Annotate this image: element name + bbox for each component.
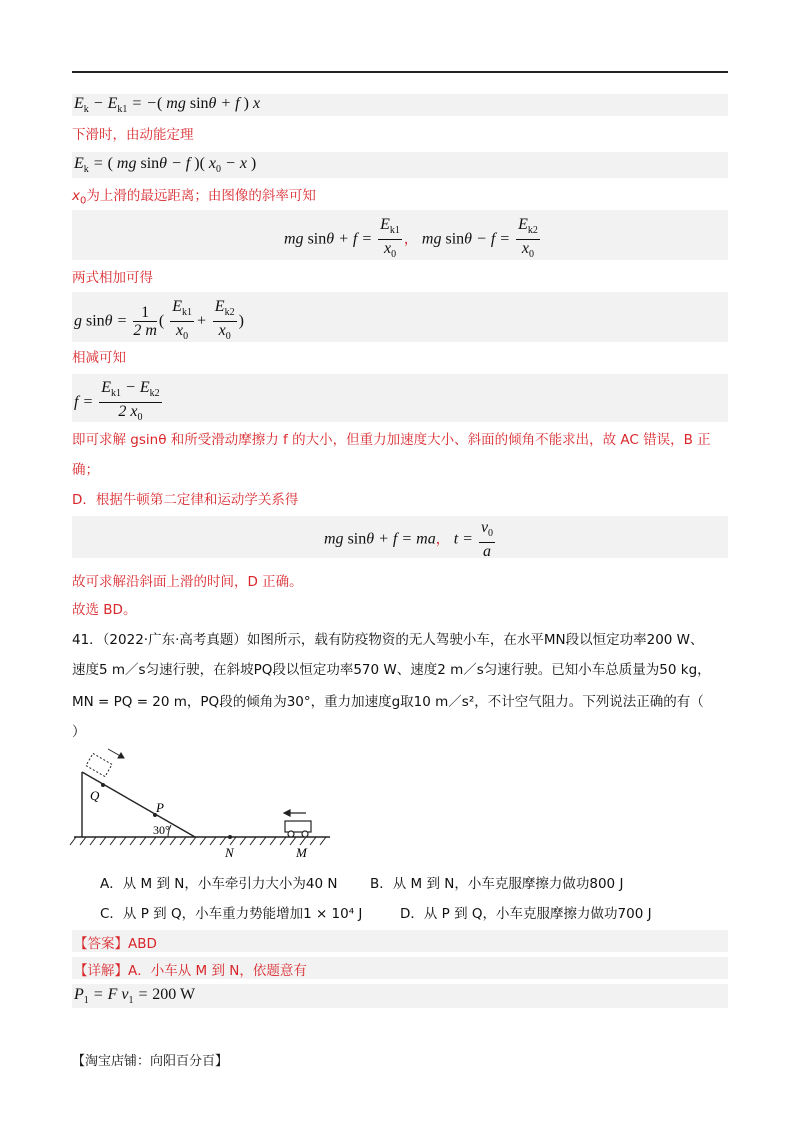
label-angle: 30° — [153, 823, 170, 837]
fraction-ek2-x0: $\frac{E_{k2}}{x_0}$ — [518, 216, 538, 261]
equation-row-f — [72, 374, 728, 422]
option-c: C．从 P 到 Q，小车重力势能增加1 × 10⁴ J — [100, 906, 363, 922]
text-x0-definition — [72, 186, 728, 212]
ground-hatching — [70, 837, 330, 845]
label-n: N — [225, 845, 234, 860]
point-n — [228, 835, 232, 839]
option-d: D．从 P 到 Q，小车克服摩擦力做功700 J — [400, 906, 652, 922]
question-41-line-2: 速度5 m／s匀速行驶，在斜坡PQ段以恒定功率570 W、速度2 m／s匀速行驶。已知小车总质量为50 kg， — [72, 662, 711, 678]
option-b: B．从 M 到 N，小车克服摩擦力做功800 J — [370, 876, 624, 892]
text-choose-bd: 故选 BD。 — [72, 602, 137, 618]
slope-triangle — [82, 772, 195, 837]
text-conclusion-2: 确； — [72, 462, 99, 478]
question-41-line-3: MN = PQ = 20 m，PQ段的倾角为30°，重力加速度g取10 m／s²，不计空气阻力。下列说法正确的有（ — [72, 694, 704, 710]
text-x0-rest: 为上滑的最远距离；由图像的斜率可知 — [86, 188, 316, 204]
x0-symbol: $x_0$ — [72, 188, 87, 207]
equation-friction: f = $\frac{E_{k1} - E_{k2}}{2 x_0}$ — [74, 379, 160, 424]
label-p: P — [156, 800, 164, 815]
text-slide-down: 下滑时，由动能定理 — [72, 127, 194, 143]
detail-text: 【详解】A．小车从 M 到 N，依题意有 — [74, 963, 307, 979]
footer-shop: 【淘宝店铺：向阳百分百】 — [72, 1054, 229, 1069]
header-rule — [72, 71, 728, 73]
incline-figure — [60, 745, 360, 865]
question-41-line-1: 41．（2022·广东·高考真题）如图所示，载有防疫物资的无人驾驶小车，在水平MN段以恒定功率200 W、 — [72, 632, 704, 648]
answer-text: 【答案】ABD — [74, 936, 157, 952]
equation-energy-up: $E_k - E_{k1}$ = −( mg sinθ + f ) x — [74, 95, 261, 116]
text-subtract: 相减可知 — [72, 350, 126, 366]
equation-row-2 — [72, 152, 728, 178]
equation-newton: mg sinθ + f = ma， t = $\frac{v_0}{a}$ — [324, 519, 494, 561]
equation-row-1 — [72, 94, 728, 116]
point-q — [101, 783, 105, 787]
fraction-ek1-x0: $\frac{E_{k1}}{x_0}$ — [380, 216, 400, 261]
equation-slopes: mg sinθ + f = $\frac{E_{k1}}{x_0}$ ， mg sinθ − f = $\frac{E_{k2}}{x_0}$ — [284, 216, 542, 263]
equation-row-ma — [72, 516, 728, 561]
equation-gsin: g sinθ = $\frac{1}{2 m}$ ( $\frac{E_{k1}}{x_0}$ + $\frac{E_{k2}}{x_0}$ ) — [74, 298, 244, 343]
text-d-correct: 故可求解沿斜面上滑的时间，D 正确。 — [72, 574, 303, 590]
text-conclusion-1: 即可求解 gsinθ 和所受滑动摩擦力 f 的大小，但重力加速度大小、斜面的倾角不能求出，故 AC 错误，B 正 — [72, 432, 711, 448]
answer-row — [72, 930, 728, 952]
equation-row-power — [72, 984, 728, 1008]
text-option-d: D．根据牛顿第二定律和运动学关系得 — [72, 492, 299, 508]
label-m: M — [296, 845, 307, 860]
question-41-line-4: ） — [72, 724, 86, 740]
detail-row — [72, 957, 728, 979]
equation-energy-down: $E_k$ = ( mg sinθ − f )( $x_0 - x$ ) — [74, 155, 257, 176]
cart-on-ground — [284, 810, 311, 837]
option-a: A．从 M 到 N，小车牵引力大小为40 N — [100, 876, 338, 892]
equation-row-slopes — [72, 210, 728, 260]
equation-power: $P_1 = F$ $v_1 = 200$ W — [74, 986, 196, 1007]
label-q: Q — [90, 788, 100, 803]
cart-on-slope — [86, 749, 124, 777]
equation-row-gsin — [72, 292, 728, 342]
text-add: 两式相加可得 — [72, 270, 153, 286]
